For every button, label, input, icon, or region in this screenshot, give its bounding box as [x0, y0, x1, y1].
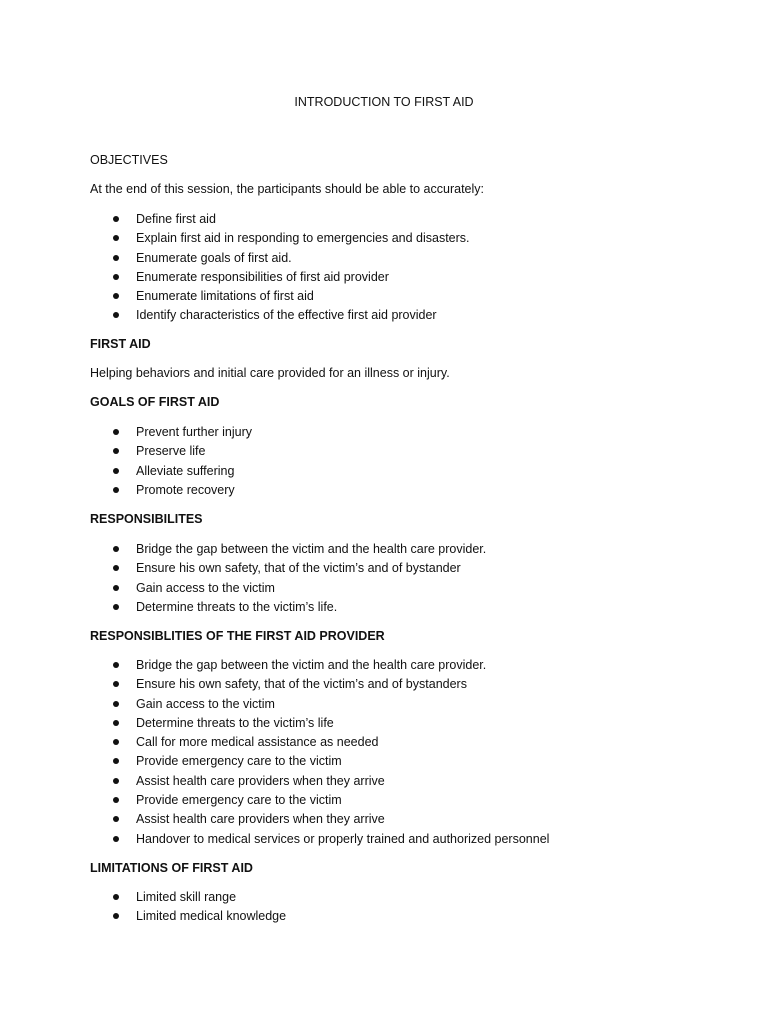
bullet-icon — [113, 720, 119, 726]
bullet-icon — [113, 585, 119, 591]
bullet-icon — [113, 797, 119, 803]
bullet-icon — [113, 913, 119, 919]
bullet-icon — [113, 565, 119, 571]
responsibilites-heading: RESPONSIBILITES — [90, 512, 203, 526]
bullet-icon — [113, 235, 119, 241]
bullet-icon — [113, 816, 119, 822]
bullet-icon — [113, 701, 119, 707]
bullet-icon — [113, 739, 119, 745]
bullet-icon — [113, 894, 119, 900]
list-item-text: Gain access to the victim — [136, 696, 275, 711]
bullet-icon — [113, 448, 119, 454]
list-item-text: Enumerate limitations of first aid — [136, 289, 314, 304]
bullet-icon — [113, 274, 119, 280]
list-item-text: Bridge the gap between the victim and the health care provider. — [136, 542, 487, 556]
provider-responsibilities-heading: RESPONSIBLITIES OF THE FIRST AID PROVIDER — [90, 629, 385, 643]
bullet-icon — [113, 293, 119, 299]
list-item-text: Assist health care providers when they arrive — [136, 773, 385, 788]
list-item-text: Prevent further injury — [136, 425, 253, 439]
list-item-text: Provide emergency care to the victim — [136, 754, 342, 769]
bullet-icon — [113, 255, 119, 261]
objectives-heading: OBJECTIVES — [90, 153, 168, 167]
list-item-text: Explain first aid in responding to emergencies and disasters. — [136, 231, 470, 246]
list-item-text: Alleviate suffering — [136, 463, 235, 478]
first-aid-heading: FIRST AID — [90, 337, 151, 351]
bullet-icon — [113, 216, 119, 222]
list-item-text: Identify characteristics of the effective first aid provider — [136, 308, 437, 323]
list-item-text: Promote recovery — [136, 482, 235, 497]
list-item-text: Call for more medical assistance as needed — [136, 735, 379, 750]
bullet-icon — [113, 758, 119, 764]
bullet-icon — [113, 662, 119, 668]
list-item-text: Define first aid — [136, 212, 216, 226]
limitations-heading: LIMITATIONS OF FIRST AID — [90, 861, 253, 875]
list-item-text: Ensure his own safety, that of the victim’s and of bystanders — [136, 677, 467, 692]
bullet-icon — [113, 468, 119, 474]
document-title: INTRODUCTION TO FIRST AID — [294, 95, 474, 109]
bullet-icon — [113, 604, 119, 610]
list-item-text: Assist health care providers when they arrive — [136, 812, 385, 827]
bullet-icon — [113, 487, 119, 493]
list-item-text: Handover to medical services or properly trained and authorized personnel — [136, 831, 550, 846]
list-item-text: Preserve life — [136, 444, 206, 459]
bullet-icon — [113, 778, 119, 784]
bullet-icon — [113, 312, 119, 318]
list-item-text: Limited medical knowledge — [136, 909, 287, 924]
objectives-intro: At the end of this session, the participants should be able to accurately: — [90, 182, 484, 196]
bullet-icon — [113, 546, 119, 552]
first-aid-definition: Helping behaviors and initial care provided for an illness or injury. — [90, 366, 450, 380]
list-item-text: Enumerate goals of first aid. — [136, 250, 292, 265]
list-item-text: Determine threats to the victim’s life — [136, 715, 334, 730]
goals-heading: GOALS OF FIRST AID — [90, 395, 220, 409]
list-item-text: Determine threats to the victim’s life. — [136, 599, 338, 614]
list-item-text: Bridge the gap between the victim and the health care provider. — [136, 658, 487, 672]
bullet-icon — [113, 681, 119, 687]
list-item-text: Gain access to the victim — [136, 580, 275, 595]
bullet-icon — [113, 429, 119, 435]
list-item-text: Ensure his own safety, that of the victim’s and of bystander — [136, 561, 461, 576]
bullet-icon — [113, 836, 119, 842]
list-item-text: Provide emergency care to the victim — [136, 793, 342, 808]
list-item-text: Limited skill range — [136, 890, 237, 904]
list-item-text: Enumerate responsibilities of first aid provider — [136, 269, 389, 284]
